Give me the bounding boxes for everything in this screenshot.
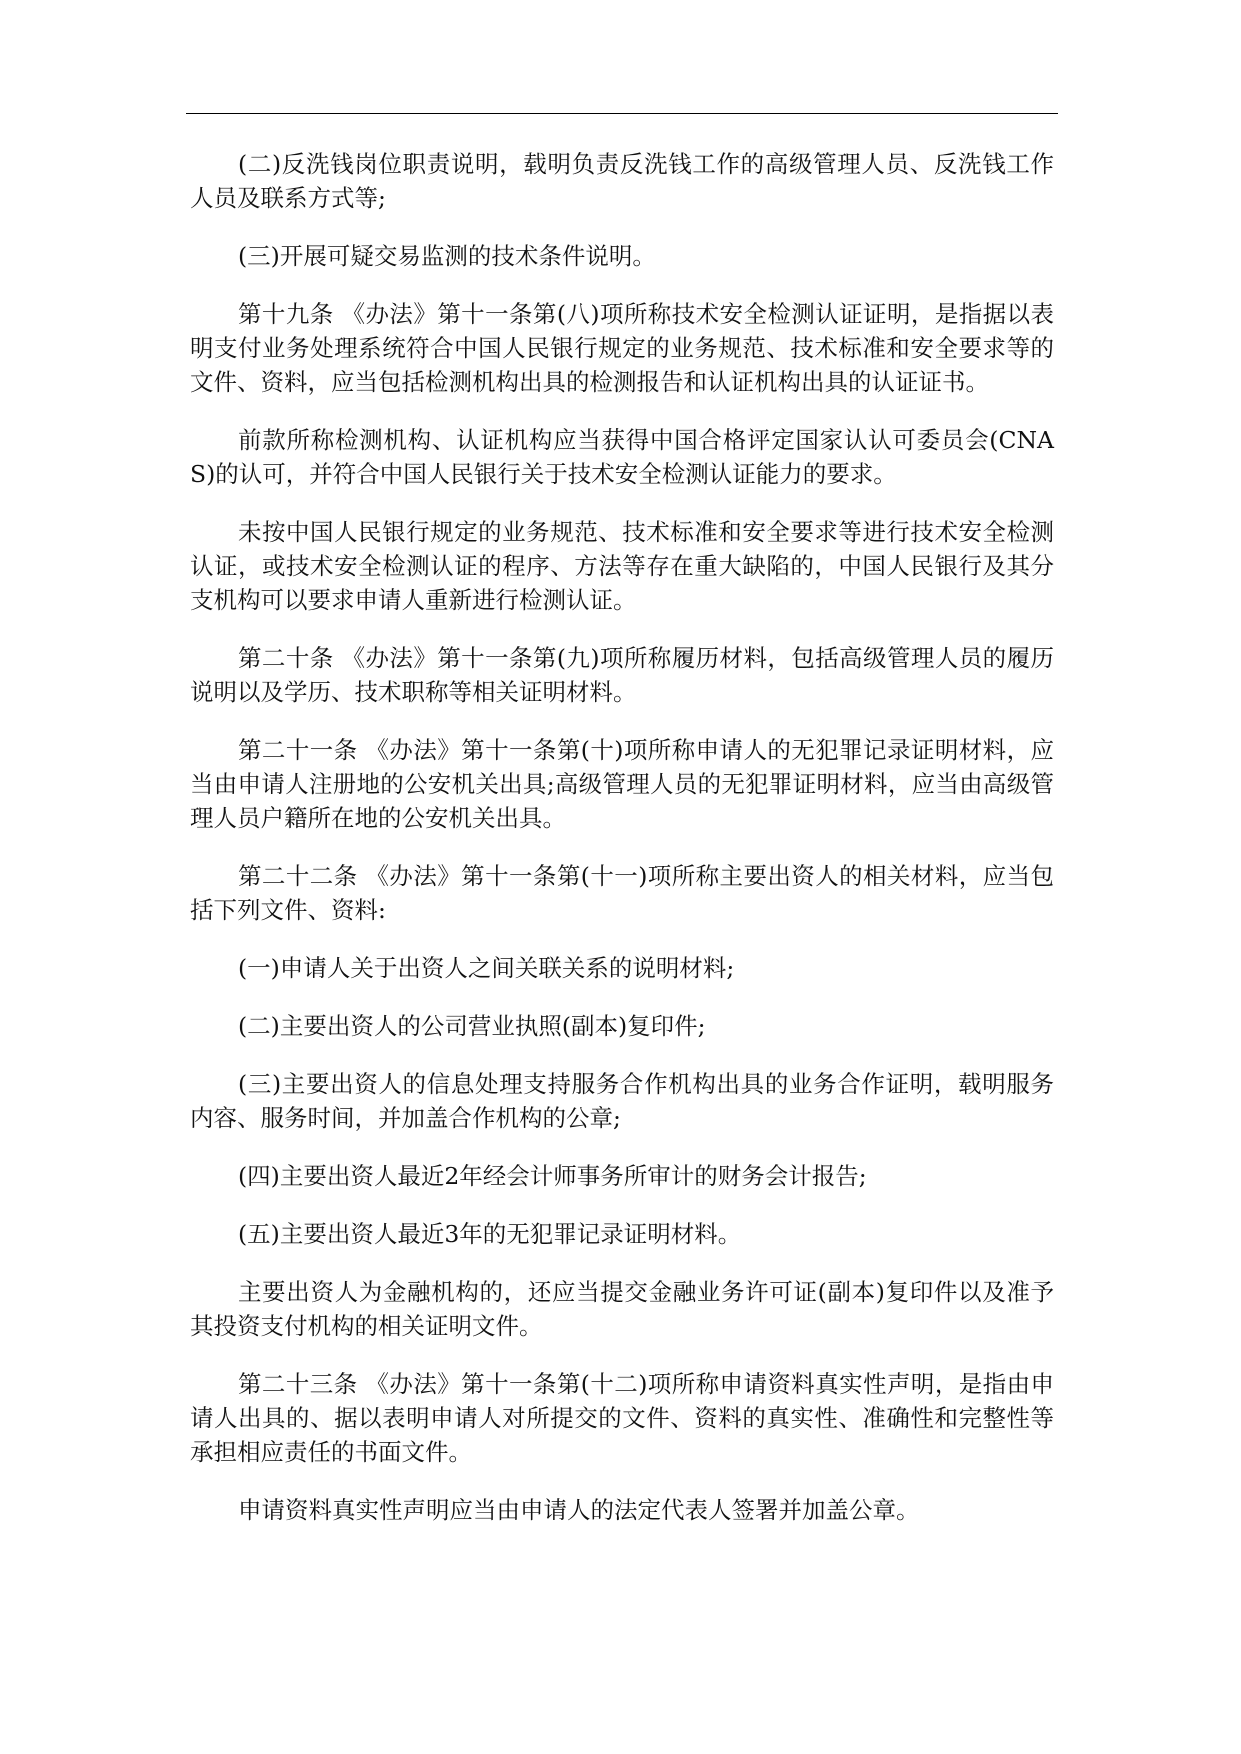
paragraph-article-22: 第二十二条 《办法》第十一条第(十一)项所称主要出资人的相关材料，应当包括下列文件、资料: bbox=[190, 862, 1054, 924]
paragraph-article-20: 第二十条 《办法》第十一条第(九)项所称履历材料，包括高级管理人员的履历说明以及学历、技术职称等相关证明材料。 bbox=[190, 644, 1054, 706]
list-item-5: (五)主要出资人最近3年的无犯罪记录证明材料。 bbox=[238, 1220, 742, 1248]
paragraph-article-21: 第二十一条 《办法》第十一条第(十)项所称申请人的无犯罪记录证明材料，应当由申请人注册地的公安机关出具;高级管理人员的无犯罪证明材料，应当由高级管理人员户籍所在地的公安机关出具。 bbox=[190, 736, 1054, 832]
paragraph-aml-duties: (二)反洗钱岗位职责说明，载明负责反洗钱工作的高级管理人员、反洗钱工作人员及联系方式等; bbox=[190, 150, 1054, 212]
header-rule bbox=[186, 113, 1058, 114]
list-item-3: (三)主要出资人的信息处理支持服务合作机构出具的业务合作证明，载明服务内容、服务时间，并加盖合作机构的公章; bbox=[190, 1070, 1054, 1132]
paragraph-declaration-signature: 申请资料真实性声明应当由申请人的法定代表人签署并加盖公章。 bbox=[238, 1496, 920, 1524]
paragraph-article-23: 第二十三条 《办法》第十一条第(十二)项所称申请资料真实性声明，是指由申请人出具的、据以表明申请人对所提交的文件、资料的真实性、准确性和完整性等承担相应责任的书面文件。 bbox=[190, 1370, 1054, 1466]
paragraph-monitoring-tech: (三)开展可疑交易监测的技术条件说明。 bbox=[238, 242, 656, 270]
list-item-1: (一)申请人关于出资人之间关联关系的说明材料; bbox=[238, 954, 735, 982]
paragraph-cnas: 前款所称检测机构、认证机构应当获得中国合格评定国家认认可委员会(CNAS)的认可，并符合中国人民银行关于技术安全检测认证能力的要求。 bbox=[190, 426, 1054, 488]
list-item-4: (四)主要出资人最近2年经会计师事务所审计的财务会计报告; bbox=[238, 1162, 867, 1190]
paragraph-financial-institution: 主要出资人为金融机构的，还应当提交金融业务许可证(副本)复印件以及准予其投资支付机构的相关证明文件。 bbox=[190, 1278, 1054, 1340]
document-body bbox=[190, 147, 1054, 1551]
paragraph-article-19: 第十九条 《办法》第十一条第(八)项所称技术安全检测认证证明，是指据以表明支付业务处理系统符合中国人民银行规定的业务规范、技术标准和安全要求等的文件、资料，应当包括检测机构出具的检测报告和认证机构出具的认证证书。 bbox=[190, 300, 1054, 396]
list-item-2: (二)主要出资人的公司营业执照(副本)复印件; bbox=[238, 1012, 706, 1040]
paragraph-recertification: 未按中国人民银行规定的业务规范、技术标准和安全要求等进行技术安全检测认证，或技术安全检测认证的程序、方法等存在重大缺陷的，中国人民银行及其分支机构可以要求申请人重新进行检测认证。 bbox=[190, 518, 1054, 614]
